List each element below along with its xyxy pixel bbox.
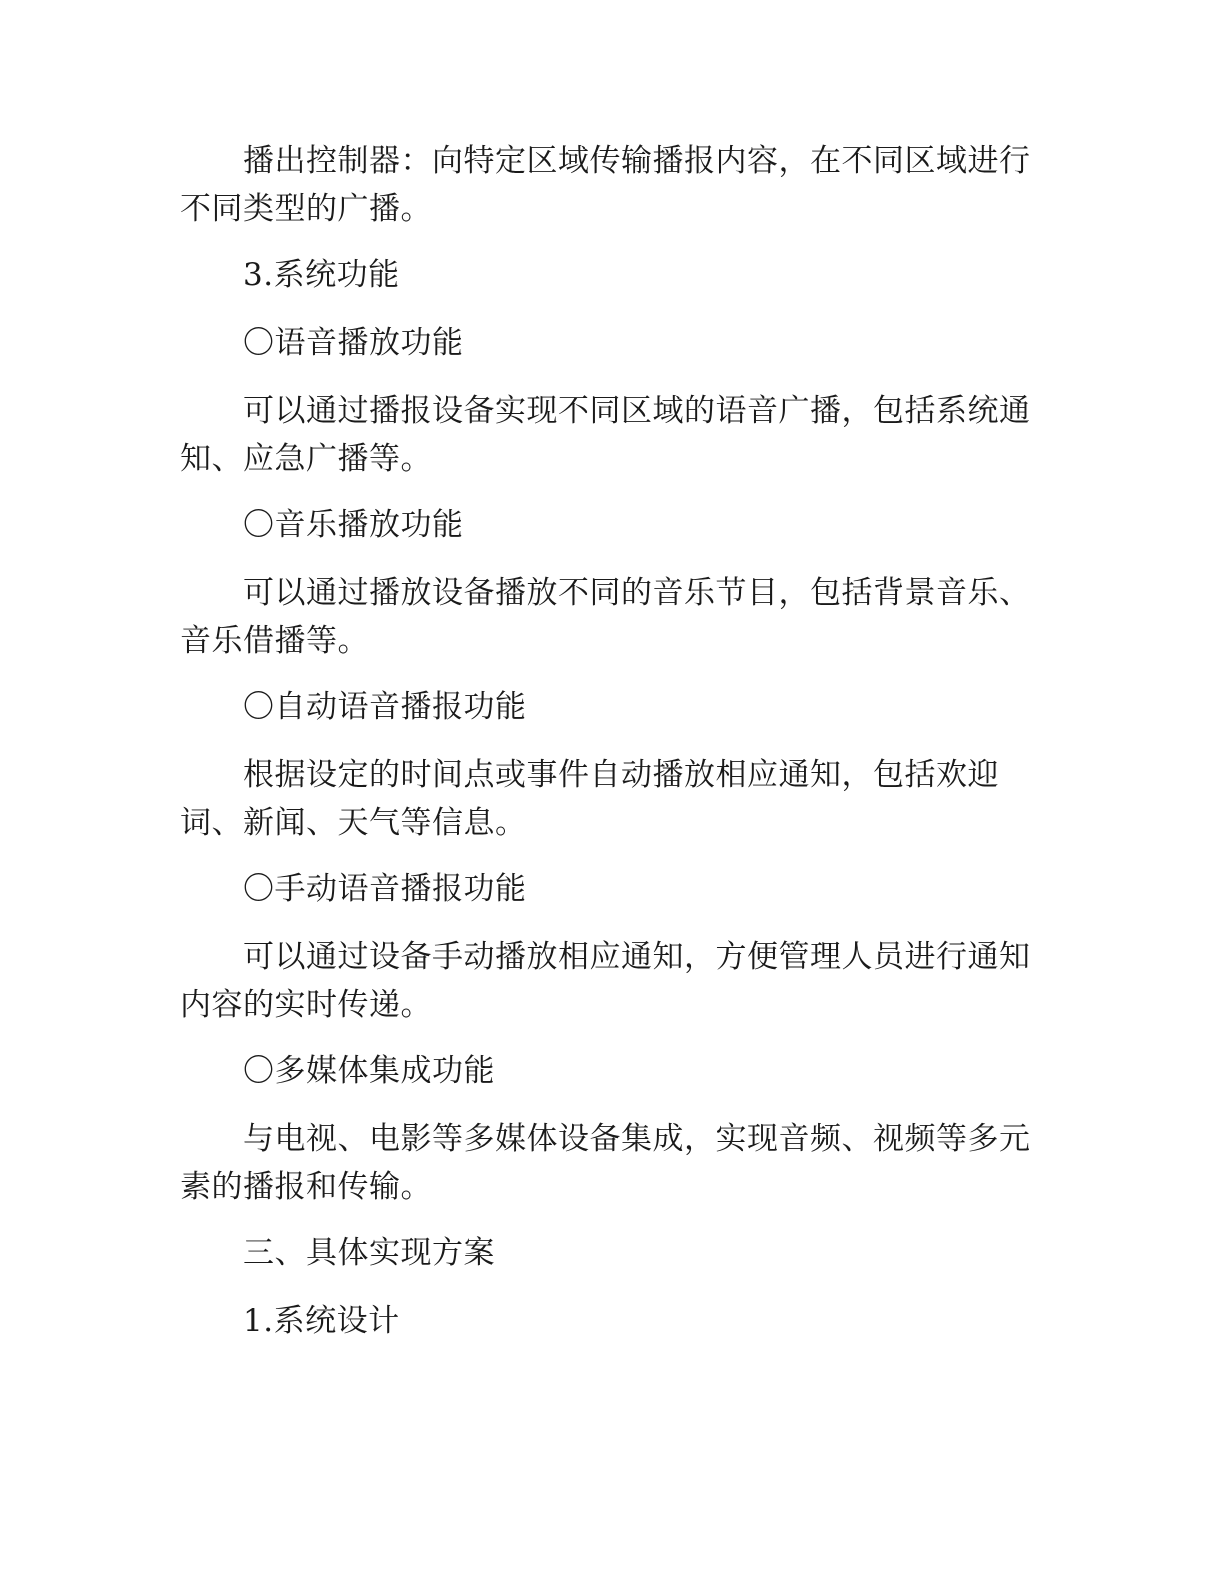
paragraph-broadcast-controller: 播出控制器：向特定区域传输播报内容，在不同区域进行不同类型的广播。 [180,143,1031,227]
paragraph-voice-playback: 可以通过播报设备实现不同区域的语音广播，包括系统通知、应急广播等。 [180,393,1031,477]
heading-manual-announcement: 〇手动语音播报功能 [243,871,527,907]
heading-music-playback: 〇音乐播放功能 [243,507,464,543]
paragraph-multimedia-integration: 与电视、电影等多媒体设备集成，实现音频、视频等多元素的播报和传输。 [180,1121,1031,1205]
heading-multimedia-integration: 〇多媒体集成功能 [243,1053,495,1089]
paragraph-auto-announcement: 根据设定的时间点或事件自动播放相应通知，包括欢迎词、新闻、天气等信息。 [180,757,999,841]
heading-voice-playback: 〇语音播放功能 [243,325,464,361]
heading-implementation-plan: 三、具体实现方案 [243,1235,495,1271]
heading-auto-announcement: 〇自动语音播报功能 [243,689,527,725]
heading-system-functions: 3.系统功能 [243,257,400,293]
heading-system-design: 1.系统设计 [243,1303,400,1339]
paragraph-manual-announcement: 可以通过设备手动播放相应通知，方便管理人员进行通知内容的实时传递。 [180,939,1031,1023]
paragraph-music-playback: 可以通过播放设备播放不同的音乐节目，包括背景音乐、音乐借播等。 [180,575,1031,659]
